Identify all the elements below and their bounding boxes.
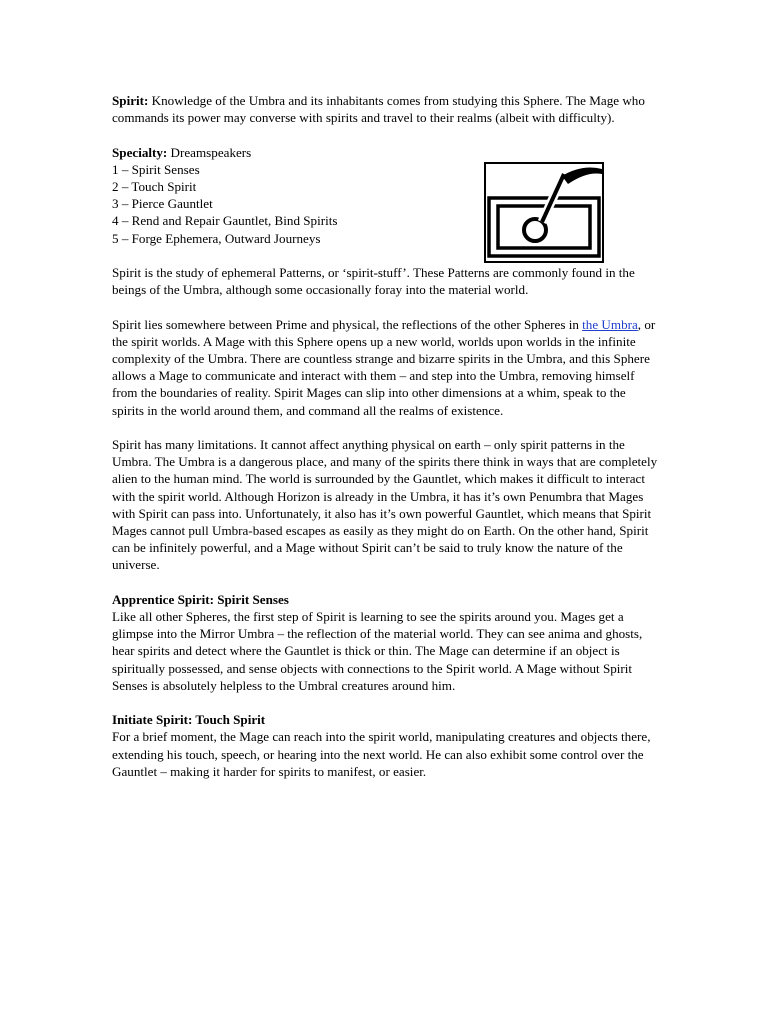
specialty-line bbox=[112, 144, 660, 161]
paragraph-limitations: Spirit has many limitations. It cannot affect anything physical on earth – only spirit patterns in the Umbra. The Umbra is a dangerous place, and many of the spirits there think in ways that are completely alien to the human mind. The world is surrounded by the Gauntlet, which makes it difficult to interact with the spirit world. Although Horizon is already in the Umbra, it has it’s own Penumbra that Mages with Spirit can pass into. Unfortunately, it also has it’s own powerful Gauntlet, which means that Spirit Mages cannot pull Umbra-based escapes as easily as they might do on Earth. On the other hand, Spirit can be infinitely powerful, and a Mage without Spirit can’t be said to truly know the nature of the universe. bbox=[112, 437, 658, 573]
specialty-level-4: 4 – Rend and Repair Gauntlet, Bind Spirits bbox=[112, 213, 338, 229]
intro-label: Spirit: bbox=[112, 93, 149, 108]
intro-text: Knowledge of the Umbra and its inhabitants comes from studying this Sphere. The Mage who commands its power may converse with spirits and travel to their realms (albeit with difficulty). bbox=[112, 93, 645, 126]
spirit-sphere-symbol-icon bbox=[484, 162, 604, 263]
paragraph-umbra-start: Spirit lies somewhere between Prime and physical, the reflections of the other Spheres in bbox=[112, 316, 583, 332]
paragraph-patterns: Spirit is the study of ephemeral Patterns, or ‘spirit-stuff’. These Patterns are commonly found in the beings of the Umbra, although some occasionally foray into the material world. bbox=[112, 265, 635, 298]
apprentice-heading: Apprentice Spirit: Spirit Senses bbox=[112, 591, 289, 607]
initiate-heading: Initiate Spirit: Touch Spirit bbox=[112, 712, 266, 728]
specialty-label: Specialty: bbox=[112, 144, 168, 160]
specialty-level-2: 2 – Touch Spirit bbox=[112, 179, 197, 194]
initiate-text: For a brief moment, the Mage can reach into the spirit world, manipulating creatures and objects there, extending his touch, speech, or hearing into the next world. He can also exhibit some control over the Gauntlet – making it harder for spirits to manifest, or easier. bbox=[112, 729, 651, 779]
umbra-link[interactable]: the Umbra bbox=[582, 316, 638, 332]
specialty-level-5: 5 – Forge Ephemera, Outward Journeys bbox=[112, 230, 321, 246]
paragraph-umbra-rest: , or the spirit worlds. A Mage with this Sphere opens up a new world, worlds upon worlds in the infinite complexity of the Umbra. There are countless strange and bizarre spirits in the Umbra, and this Sphere allows a Mage to communicate and interact with them – and step into the Umbra, removing himself from the boundaries of reality. Spirit Mages can slip into other dimensions at a whim, speak to the spirits in the world around them, and command all the realms of existence. bbox=[112, 316, 656, 418]
specialty-value: Dreamspeakers bbox=[167, 144, 252, 160]
specialty-level-3: 3 – Pierce Gauntlet bbox=[112, 196, 213, 212]
apprentice-text: Like all other Spheres, the first step of Spirit is learning to see the spirits around you. Mages get a glimpse into the Mirror Umbra – the reflection of the material world. They can see anima and ghosts, hear spirits and detect where the Gauntlet is thick or thin. The Mage can determine if an object is spiritually possessed, and sense objects with connections to the Spirit world. A Mage without Spirit Senses is absolutely helpless to the Umbral creatures around him. bbox=[112, 609, 643, 693]
paragraph-umbra bbox=[112, 316, 660, 419]
specialty-level-1: 1 – Spirit Senses bbox=[112, 161, 200, 177]
intro-paragraph bbox=[112, 92, 660, 126]
